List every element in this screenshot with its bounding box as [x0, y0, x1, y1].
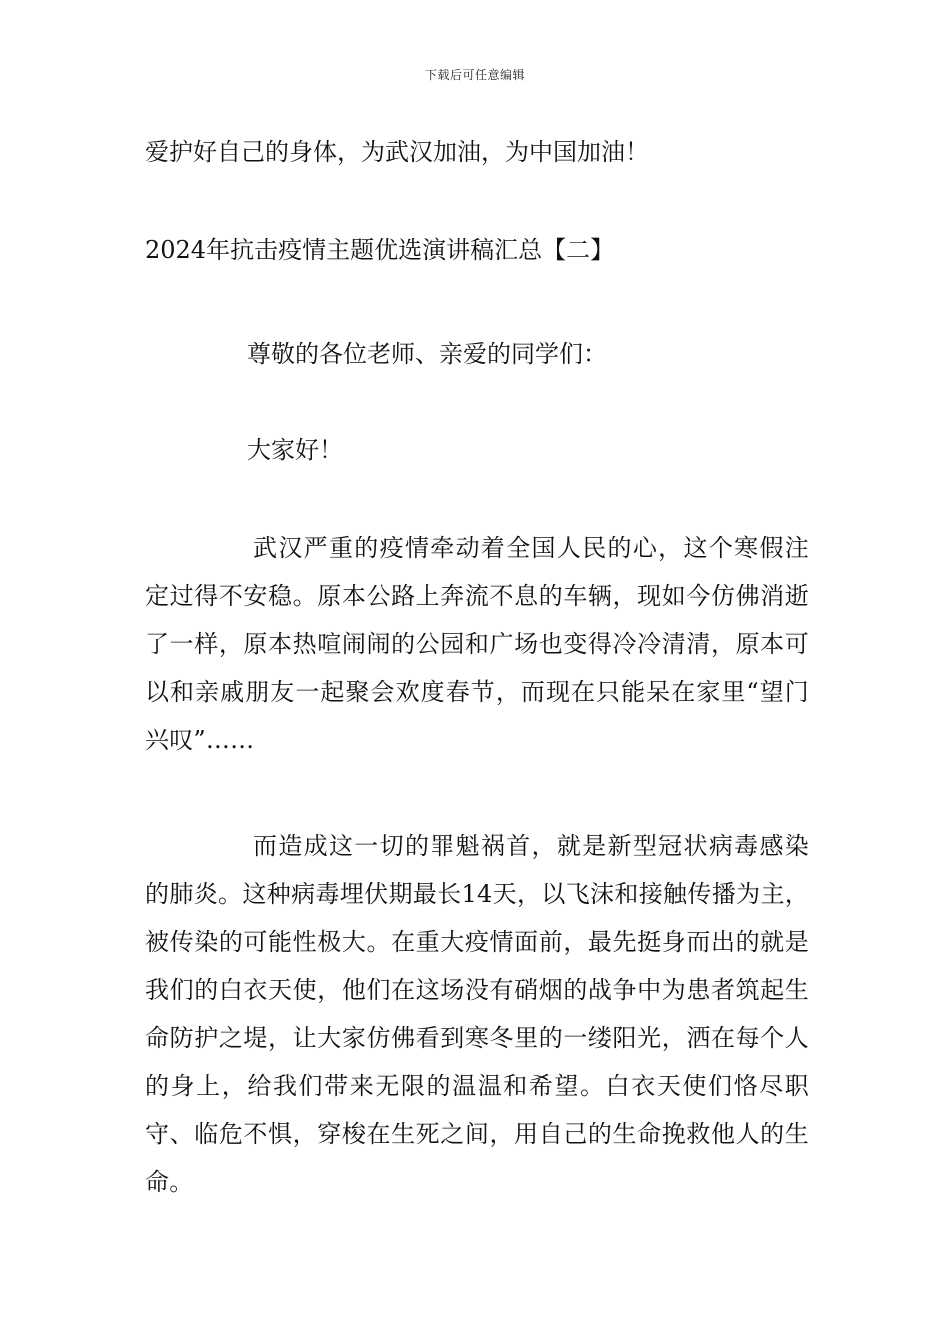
salutation: 尊敬的各位老师、亲爱的同学们： [247, 340, 607, 368]
body-paragraph-2: 而造成这一切的罪魁祸首，就是新型冠状病毒感染的肺炎。这种病毒埋伏期最长14天，以飞沫和接触传播为主，被传染的可能性极大。在重大疫情面前，最先挺身而出的就是我们的白衣天使，他们在这场没有硝烟的战争中为患者筑起生命防护之堤，让大家仿佛看到寒冬里的一缕阳光，洒在每个人的身上，给我们带来无限的温温和希望。白衣天使们恪尽职守、临危不惧，穿梭在生死之间，用自己的生命挽救他人的生命。 [145, 832, 809, 1196]
greeting-hello: 大家好！ [247, 436, 343, 464]
header-note: 下载后可任意编辑 [424, 68, 525, 82]
body-paragraph-1: 武汉严重的疫情牵动着全国人民的心，这个寒假注定过得不安稳。原本公路上奔流不息的车辆，现如今仿佛消逝了一样，原本热喧闹闹的公园和广场也变得冷冷清清，原本可以和亲戚朋友一起聚会欢度春节，而现在只能呆在家里“望门兴叹”…… [145, 534, 809, 754]
closing-line: 爱护好自己的身体，为武汉加油，为中国加油！ [145, 138, 649, 166]
section-title: 2024年抗击疫情主题优选演讲稿汇总【二】 [145, 236, 615, 264]
